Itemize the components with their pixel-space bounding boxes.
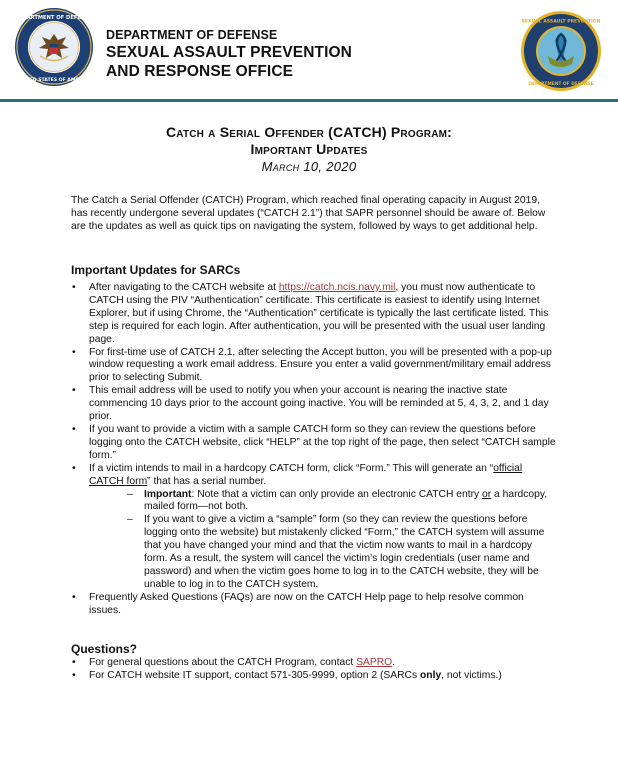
list-item: • If you want to provide a victim with a sample CATCH form so they can review the questions before logging onto the CATCH website, click “HELP” at the top right of the page, then select “CATCH sample form.” [72,423,556,461]
svg-text:DEPARTMENT OF DEFENSE: DEPARTMENT OF DEFENSE [15,15,93,21]
document-title [0,124,618,175]
list-item: • For CATCH website IT support, contact 571-305-9999, option 2 (SARCs only, not victims.) [72,669,502,681]
list-item: • Frequently Asked Questions (FAQs) are now on the CATCH Help page to help resolve common issues. [72,591,524,616]
sub-list-item: – If you want to give a victim a “sample” form (so they can review the questions before logging onto the website) but mistakenly clicked “Form,” the CATCH system will assume that you have changed your mind and that the victim now wants to mail in a hardcopy form. As a result, the system will cancel the victim’s login credentials (user name and password) and when the victim goes home to log in to the CATCH website, they will be unable to log in to the CATCH system. [127,514,545,590]
bullet-icon: • [72,423,76,435]
svg-text:UNITED STATES OF AMERICA: UNITED STATES OF AMERICA [17,78,91,83]
svg-text:SEXUAL ASSAULT PREVENTION: SEXUAL ASSAULT PREVENTION [521,19,601,25]
intro-paragraph: The Catch a Serial Offender (CATCH) Program, which reached final operating capacity in August 2019, has recently undergone several updates (“CATCH 2.1”) that SAPR personnel should be aware of. Below are the updates as well as quick tips on navigating the system, followed by ways to get additional help. [71,195,546,232]
bullet-icon: • [72,657,76,668]
bullet-icon: • [72,669,76,681]
svg-text:DEPARTMENT OF DEFENSE: DEPARTMENT OF DEFENSE [528,82,594,87]
organization-name [106,28,352,81]
dash-icon: – [127,514,133,526]
bullet-icon: • [72,385,76,397]
list-item: • For first-time use of CATCH 2.1, after selecting the Accept button, you will be presented with a pop-up window requesting a work email address. Ensure you enter a valid government/military email address prior to selecting Submit. [72,346,552,384]
sapro-seal-icon [520,10,602,92]
questions-heading: Questions? [71,642,138,656]
updates-heading: Important Updates for SARCs [71,263,241,277]
dod-seal-icon [14,7,94,87]
bullet-icon: • [72,346,76,358]
bullet-icon: • [72,282,76,293]
org-office-line2: AND RESPONSE OFFICE [106,63,294,80]
questions-list [71,657,557,683]
list-item: • This email address will be used to notify you when your account is nearing the inactive state commencing 10 days prior to the account going inactive. You will be reminded at 5, 4, 3, 2, and 1 day prior. [72,385,549,423]
list-item: • For general questions about the CATCH Program, contact SAPRO. [72,657,396,668]
title-line2: Important Updates [250,141,368,157]
updates-list [71,282,557,618]
title-line1: Catch a Serial Offender (CATCH) Program: [165,124,453,140]
bullet-icon: • [72,591,76,603]
form-sub-list [89,489,557,592]
document-date: March 10, 2020 [261,159,357,174]
list-item: • After navigating to the CATCH website at https://catch.ncis.navy.mil, you must now authenticate to CATCH using the PIV “Authentication” certificate. This certificate is easiest to identify using Internet Explorer, but if using Chrome, the “Authentication” certificate is typically the last certificate listed. This step is required for each login. After authentication, you will be presented with the usual user landing page. [72,282,549,345]
sapro-link[interactable]: SAPRO [356,657,393,668]
list-item: • If a victim intends to mail in a hardcopy CATCH form, click “Form.” This will generate an “official CATCH form” that has a serial number. – Important: Note that a victim can only provide an electronic CATCH entry or a hardcopy, mailed form—not both. – If you want to give a victim a “sample” form (so they can review the questions before logging onto the website) but mistakenly clicked “Form,” the CATCH system will assume that you have changed your mind and that the victim now wants to mail in a hardcopy form. As a result, the system will cancel the victim’s login credentials (user name and password) and when the victim goes home to log in to the CATCH website, they will be unable to log in to the CATCH system. [71,463,557,592]
org-department: DEPARTMENT OF DEFENSE [106,28,278,42]
dash-icon: – [127,488,133,500]
official-form-text: official CATCH form [89,462,523,487]
bullet-icon: • [72,462,76,474]
org-office-line1: SEXUAL ASSAULT PREVENTION [106,44,352,61]
sub-list-item: – Important: Note that a victim can only provide an electronic CATCH entry or a hardcopy, mailed form—not both. [127,488,548,513]
header-rule [0,99,618,102]
catch-website-link[interactable]: https://catch.ncis.navy.mil [278,282,396,293]
letterhead [0,0,618,104]
